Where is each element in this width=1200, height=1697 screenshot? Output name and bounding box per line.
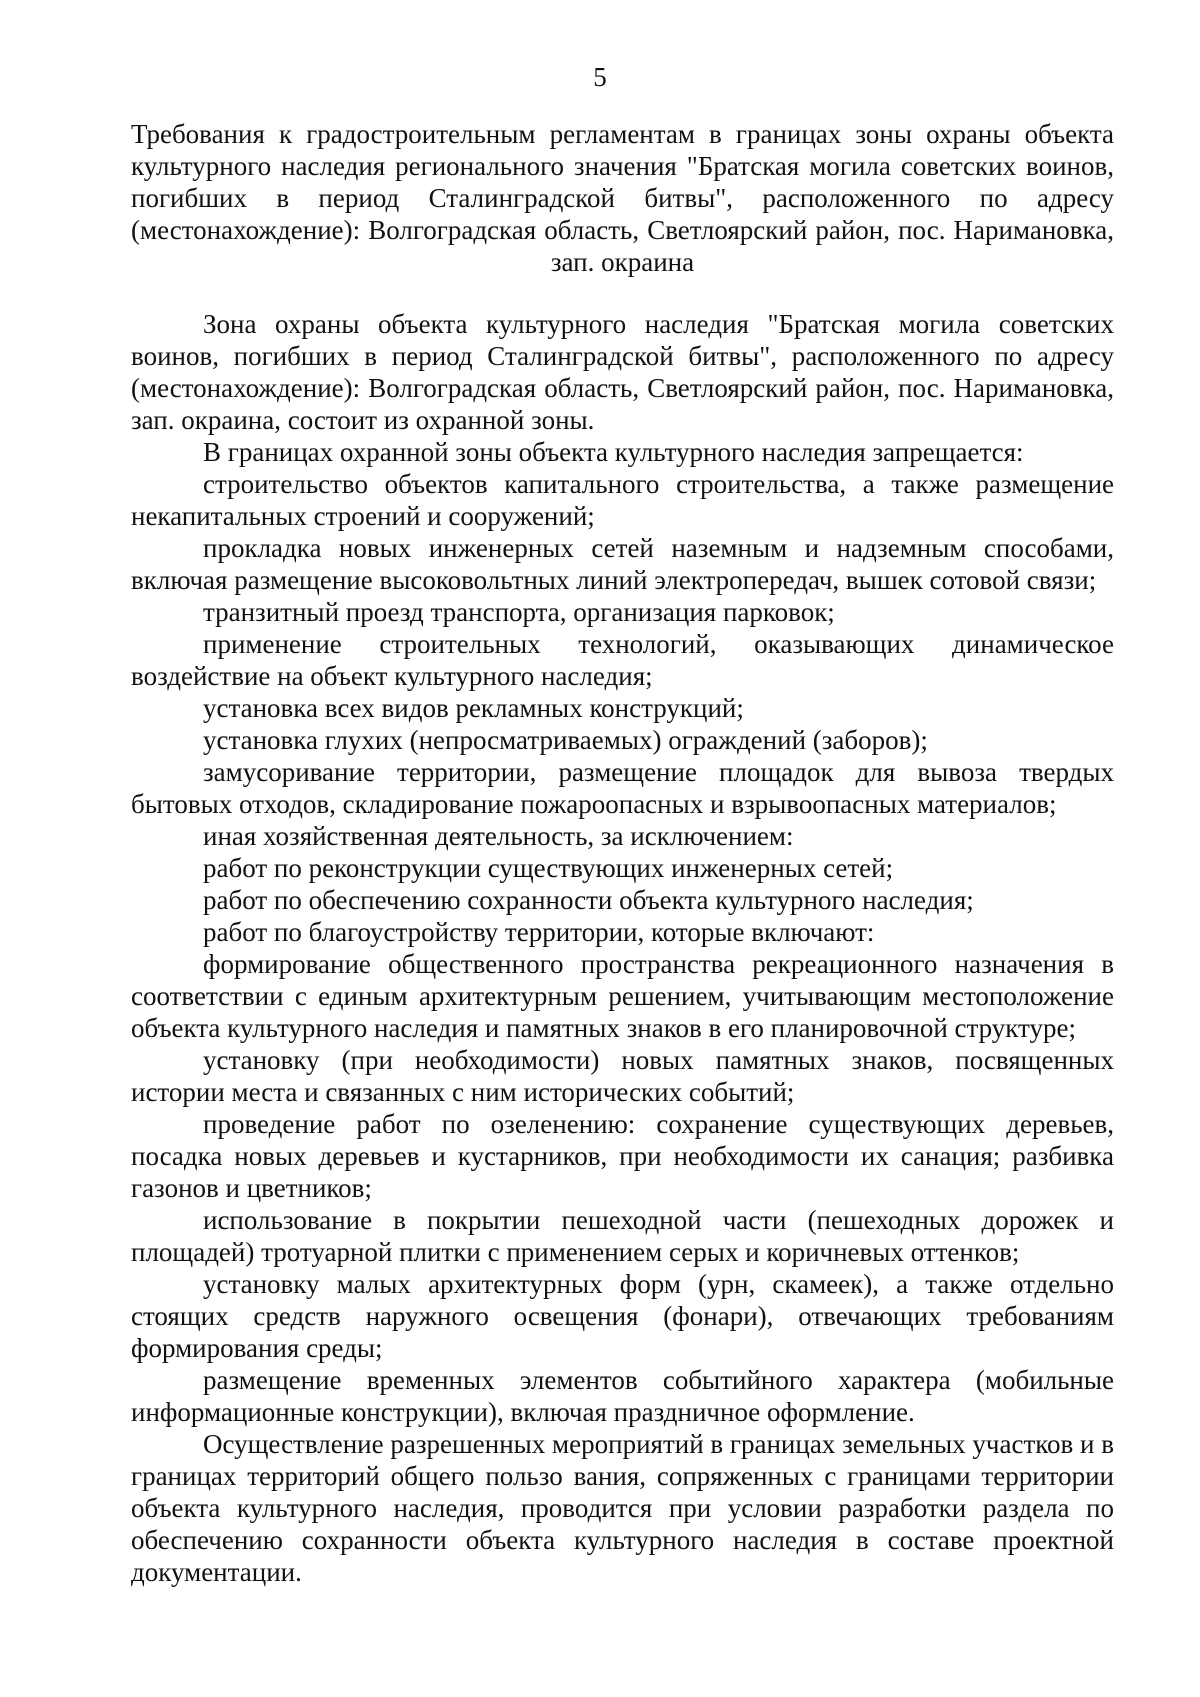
paragraph-12: работ по обеспечению сохранности объекта культурного наследия; [203, 885, 974, 915]
paragraph-8: установка глухих (непросматриваемых) ограждений (заборов); [203, 725, 928, 755]
paragraph-5: транзитный проезд транспорта, организация парковок; [203, 597, 835, 627]
paragraph-1: Зона охраны объекта культурного наследия "Братская могила советских воинов, погибших в период Сталинградской битвы", расположенного по адресу (местонахождение): Волгоградская область, Светлоярский район, пос. Наримановка, зап. окраина, состоит из охранной зоны. [131, 309, 1114, 435]
paragraph-16: проведение работ по озеленению: сохранение существующих деревьев, посадка новых деревьев и кустарников, при необходимости их санация; разбивка газонов и цветников; [131, 1109, 1114, 1203]
page-number: 5 [593, 62, 607, 92]
paragraph-10: иная хозяйственная деятельность, за исключением: [203, 821, 794, 851]
paragraph-2: В границах охранной зоны объекта культурного наследия запрещается: [203, 437, 1024, 467]
paragraph-15: установку (при необходимости) новых памятных знаков, посвященных истории места и связанных с ним исторических событий; [131, 1045, 1114, 1107]
paragraph-6: применение строительных технологий, оказывающих динамическое воздействие на объект культурного наследия; [131, 629, 1114, 691]
paragraph-18: установку малых архитектурных форм (урн, скамеек), а также отдельно стоящих средств наружного освещения (фонари), отвечающих требованиям формирования среды; [131, 1269, 1114, 1363]
paragraph-19: размещение временных элементов событийного характера (мобильные информационные конструкции), включая праздничное оформление. [131, 1365, 1114, 1427]
paragraph-13: работ по благоустройству территории, которые включают: [203, 917, 875, 947]
paragraph-11: работ по реконструкции существующих инженерных сетей; [203, 853, 894, 883]
document-body [131, 118, 1114, 1588]
paragraph-14: формирование общественного пространства рекреационного назначения в соответствии с единым архитектурным решением, учитывающим местоположение объекта культурного наследия и памятных знаков в его планировочной структуре; [131, 949, 1114, 1043]
paragraph-7: установка всех видов рекламных конструкций; [203, 693, 744, 723]
paragraph-20: Осуществление разрешенных мероприятий в границах земельных участков и в границах территорий общего пользо вания, сопряженных с границами территории объекта культурного наследия, проводится при условии разработки раздела по обеспечению сохранности объекта культурного наследия в составе проектной документации. [131, 1429, 1114, 1587]
paragraph-17: использование в покрытии пешеходной части (пешеходных дорожек и площадей) тротуарной плитки с применением серых и коричневых оттенков; [131, 1205, 1114, 1267]
paragraph-3: строительство объектов капитального строительства, а также размещение некапитальных строений и сооружений; [131, 469, 1114, 531]
paragraph-4: прокладка новых инженерных сетей наземным и надземным способами, включая размещение высоковольтных линий электропередач, вышек сотовой связи; [131, 533, 1114, 595]
document-heading: Требования к градостроительным регламентам в границах зоны охраны объекта культурного наследия регионального значения "Братская могила советских воинов, погибших в период Сталинградской битвы", расположенного по адресу (местонахождение): Волгоградская область, Светлоярский район, пос. Наримановка, зап. окраина [131, 119, 1114, 277]
paragraph-9: замусоривание территории, размещение площадок для вывоза твердых бытовых отходов, складирование пожароопасных и взрывоопасных материалов; [131, 757, 1114, 819]
